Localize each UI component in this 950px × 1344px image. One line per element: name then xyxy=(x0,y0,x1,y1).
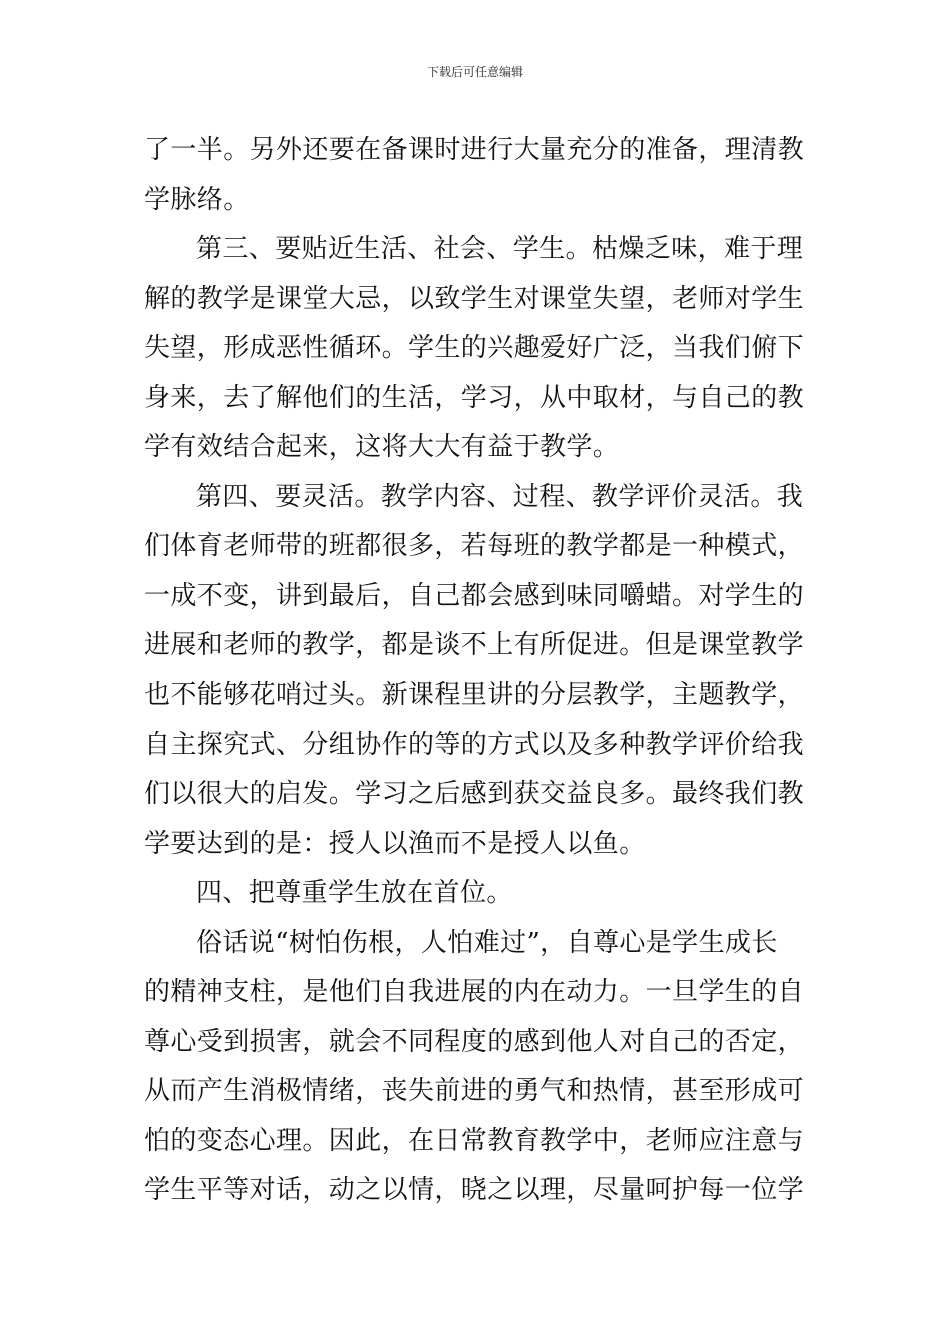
text-line: 的精神支柱，是他们自我进展的内在动力。一旦学生的自 xyxy=(144,977,805,1008)
paragraph-first-line: 第四、要灵活。教学内容、过程、教学评价灵活。我 xyxy=(196,481,804,512)
text-line: 了一半。另外还要在备课时进行大量充分的准备，理清教 xyxy=(144,135,805,165)
text-line: 学有效结合起来，这将大大有益于教学。 xyxy=(144,432,620,463)
text-line: 身来，去了解他们的生活，学习，从中取材，与自己的教 xyxy=(144,382,805,413)
text-line: 解的教学是课堂大忌，以致学生对课堂失望，老师对学生 xyxy=(144,283,805,314)
text-line: 也不能够花哨过头。新课程里讲的分层教学，主题教学， xyxy=(144,680,805,711)
paragraph-first-line: 俗话说“树怕伤根，人怕难过”，自尊心是学生成长 xyxy=(196,927,778,958)
paragraph-first-line: 第三、要贴近生活、社会、学生。枯燥乏味，难于理 xyxy=(196,234,804,265)
text-line: 自主探究式、分组协作的等的方式以及多种教学评价给我 xyxy=(144,729,805,760)
text-line: 进展和老师的教学，都是谈不上有所促进。但是课堂教学 xyxy=(144,630,805,661)
text-line: 学脉络。 xyxy=(144,184,250,215)
text-line: 们体育老师带的班都很多，若每班的教学都是一种模式， xyxy=(144,531,805,562)
text-line: 怕的变态心理。因此，在日常教育教学中，老师应注意与 xyxy=(144,1125,805,1156)
text-line: 学要达到的是：授人以渔而不是授人以鱼。 xyxy=(144,828,646,859)
text-line: 从而产生消极情绪，丧失前进的勇气和热情，甚至形成可 xyxy=(144,1076,805,1107)
text-line: 学生平等对话，动之以情，晓之以理，尽量呵护每一位学 xyxy=(144,1175,805,1206)
page-header: 下载后可任意编辑 xyxy=(426,65,523,79)
text-line: 们以很大的启发。学习之后感到获交益良多。最终我们教 xyxy=(144,779,805,810)
section-heading: 四、把尊重学生放在首位。 xyxy=(196,878,513,909)
text-line: 失望，形成恶性循环。学生的兴趣爱好广泛，当我们俯下 xyxy=(144,333,805,364)
text-line: 尊心受到损害，就会不同程度的感到他人对自己的否定， xyxy=(144,1026,805,1057)
document-body xyxy=(144,126,808,1216)
text-line: 一成不变，讲到最后，自己都会感到味同嚼蜡。对学生的 xyxy=(144,580,805,611)
